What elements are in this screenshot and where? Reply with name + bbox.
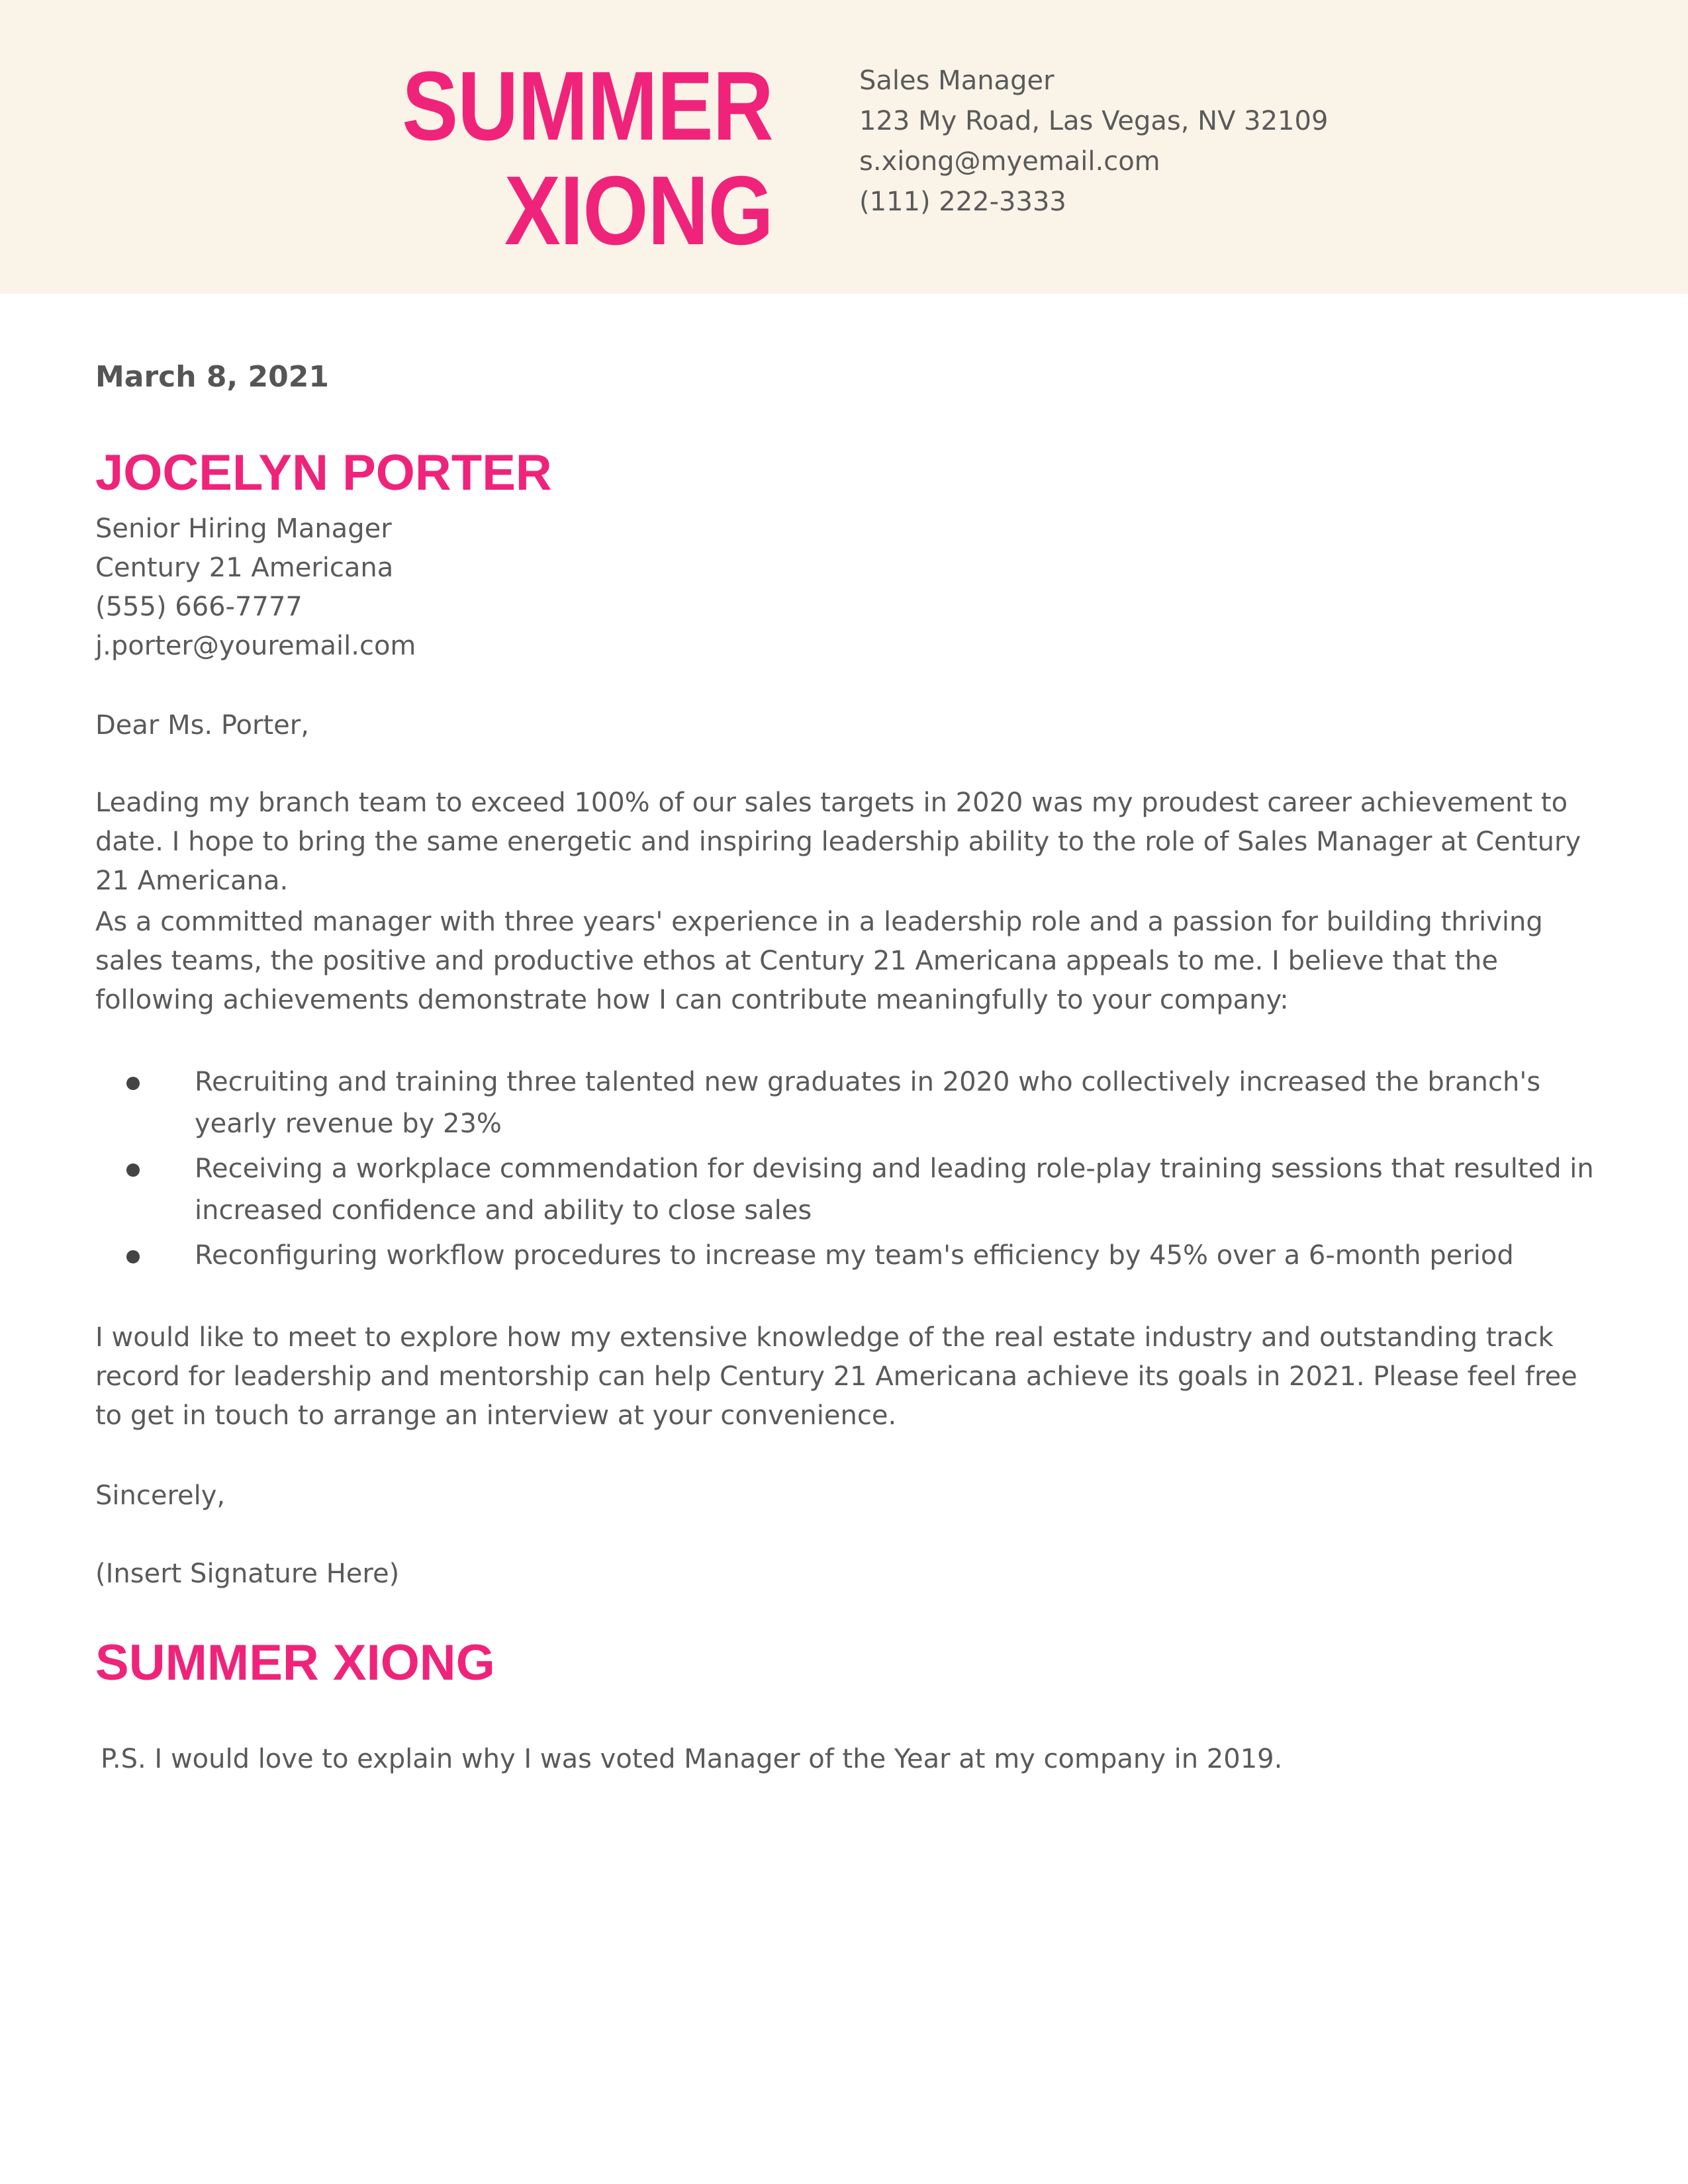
list-item-text: Recruiting and training three talented new graduates in 2020 who collectively increased the branch's yearly revenue by 23% xyxy=(195,1067,1541,1139)
list-item-text: Receiving a workplace commendation for devising and leading role-play training sessions that resulted in increased confidence and ability to close sales xyxy=(195,1154,1594,1226)
sender-job-title: Sales Manager xyxy=(859,66,1055,96)
sender-contact-info xyxy=(859,61,1328,222)
recipient-title: Senior Hiring Manager xyxy=(95,514,392,544)
list-item-text: Reconfiguring workflow procedures to increase my team's efficiency by 45% over a 6-month period xyxy=(195,1240,1514,1271)
sender-phone: (111) 222-3333 xyxy=(859,187,1066,217)
closing: Sincerely, xyxy=(95,1480,226,1511)
letterhead xyxy=(0,0,1688,294)
recipient-details xyxy=(95,510,416,666)
list-item xyxy=(95,1235,1611,1277)
sender-last-name: XIONG xyxy=(504,156,773,265)
recipient-name: JOCELYN PORTER xyxy=(95,445,552,501)
paragraph-intro: Leading my branch team to exceed 100% of our sales targets in 2020 was my proudest career achievement to date. I hope to bring the same energetic and inspiring leadership ability to the role of Sales Manager at Century 21 Americana. xyxy=(95,788,1581,896)
achievements-list xyxy=(95,1062,1611,1280)
sender-email: s.xiong@myemail.com xyxy=(859,146,1160,177)
salutation: Dear Ms. Porter, xyxy=(95,710,309,741)
signature-placeholder: (Insert Signature Here) xyxy=(95,1559,400,1589)
recipient-company: Century 21 Americana xyxy=(95,553,394,583)
sender-address: 123 My Road, Las Vegas, NV 32109 xyxy=(859,106,1329,136)
postscript: P.S. I would love to explain why I was voted Manager of the Year at my company in 2019. xyxy=(101,1744,1283,1774)
list-item xyxy=(95,1148,1611,1232)
list-item xyxy=(95,1062,1611,1145)
bullet-icon xyxy=(126,1250,140,1263)
sender-name-heading xyxy=(402,54,773,263)
recipient-phone: (555) 666-7777 xyxy=(95,592,303,622)
letter-date: March 8, 2021 xyxy=(95,360,330,394)
paragraph-motivation: As a committed manager with three years' experience in a leadership role and a passion for building thriving sales teams, the positive and productive ethos at Century 21 Americana appeals to me. I believe that the following achievements demonstrate how I can contribute meaningfully to your company: xyxy=(95,907,1543,1015)
sender-first-name: SUMMER xyxy=(402,52,773,161)
bullet-icon xyxy=(126,1077,140,1090)
signature-name: SUMMER XIONG xyxy=(95,1635,495,1691)
bullet-icon xyxy=(126,1163,140,1177)
paragraph-call-to-action: I would like to meet to explore how my extensive knowledge of the real estate industry and outstanding track record for leadership and mentorship can help Century 21 Americana achieve its goals in 2021. Please feel free to get in touch to arrange an interview at your convenience. xyxy=(95,1322,1577,1431)
recipient-email: j.porter@youremail.com xyxy=(95,631,416,661)
